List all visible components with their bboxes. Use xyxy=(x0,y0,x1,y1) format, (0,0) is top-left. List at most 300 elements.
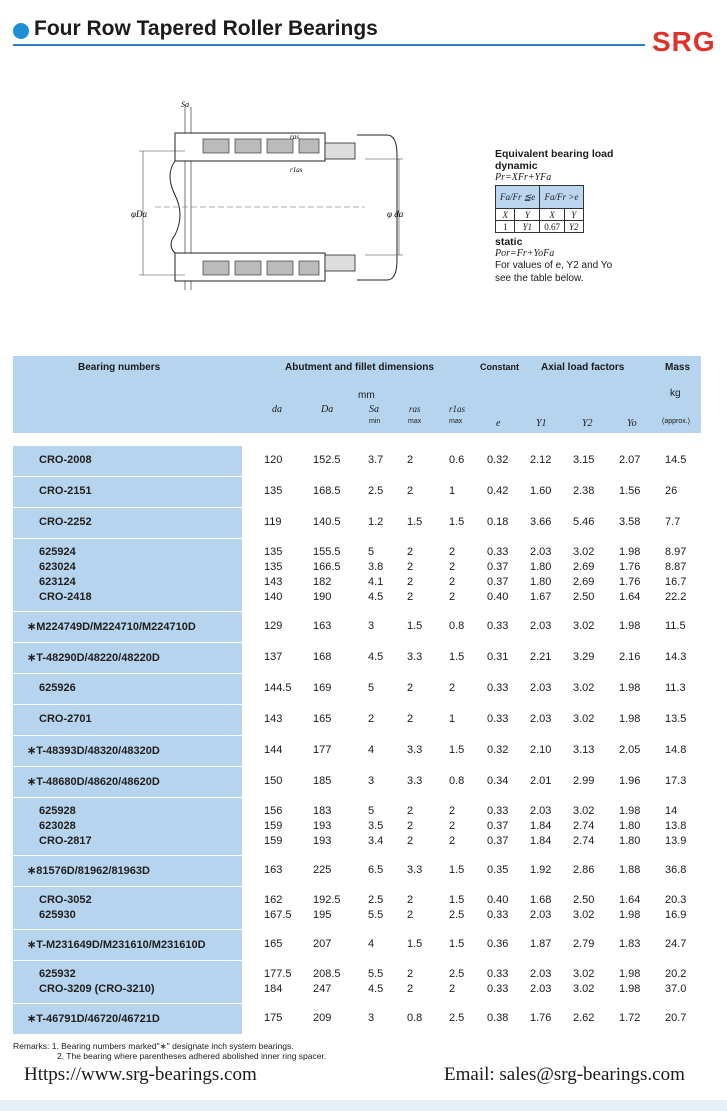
cell-e: 0.37 xyxy=(487,835,509,847)
table-body xyxy=(13,446,701,1035)
table-row xyxy=(13,743,701,758)
bearing-number: CRO-2418 xyxy=(39,591,92,603)
cell-r1: 1.5 xyxy=(449,651,465,663)
cell-m: 13.8 xyxy=(665,820,687,832)
cell-da: 143 xyxy=(264,576,283,588)
cell-Sa: 3.5 xyxy=(368,820,384,832)
cell-Da: 193 xyxy=(313,820,332,832)
eq-dynamic-label: dynamic xyxy=(495,160,538,172)
cell-Da: 247 xyxy=(313,983,332,995)
cell-e: 0.32 xyxy=(487,454,509,466)
cell-y2: 3.15 xyxy=(573,454,595,466)
bearing-number: ∗T-48680D/48620/48620D xyxy=(27,776,160,788)
cell-m: 14.8 xyxy=(665,744,687,756)
cell-m: 11.3 xyxy=(665,682,686,694)
cell-Sa: 4.1 xyxy=(368,576,384,588)
cell-yo: 1.98 xyxy=(619,968,641,980)
cell-ras: 2 xyxy=(407,909,414,921)
cell-r1: 1.5 xyxy=(449,864,465,876)
table-row xyxy=(13,893,701,908)
cell-Sa: 3 xyxy=(368,620,375,632)
cell-y1: 2.03 xyxy=(530,682,552,694)
cell-y2: 2.99 xyxy=(573,775,595,787)
cell-e: 0.32 xyxy=(487,744,509,756)
cell-y1: 2.10 xyxy=(530,744,552,756)
cell-Da: 152.5 xyxy=(313,454,341,466)
cell-m: 8.97 xyxy=(665,546,687,558)
bearing-number: ∗T-48290D/48220/48220D xyxy=(27,652,160,664)
cell-Sa: 2.5 xyxy=(368,894,384,906)
cell-m: 14.3 xyxy=(665,651,687,663)
eq-heading: Equivalent bearing load xyxy=(495,148,614,160)
cell-Sa: 4.5 xyxy=(368,983,384,995)
cell-ras: 2 xyxy=(407,968,414,980)
cell-e: 0.42 xyxy=(487,485,509,497)
cell-y1: 2.03 xyxy=(530,968,552,980)
cell-da: 140 xyxy=(264,591,283,603)
cell-y2: 2.86 xyxy=(573,864,595,876)
cell-e: 0.37 xyxy=(487,820,509,832)
cell-Da: 155.5 xyxy=(313,546,341,558)
cell-Da: 177 xyxy=(313,744,332,756)
cell-y2: 2.50 xyxy=(573,894,595,906)
table-row-group xyxy=(13,767,701,798)
col-mass: Mass xyxy=(665,362,691,373)
table-row xyxy=(13,590,701,605)
eq-note-2: see the table below. xyxy=(495,273,584,284)
cell-Da: 225 xyxy=(313,864,332,876)
col-Yo: Yo xyxy=(627,418,637,429)
cell-y1: 2.12 xyxy=(530,454,552,466)
cell-ras: 2 xyxy=(407,454,414,466)
table-row xyxy=(13,560,701,575)
cell-ras: 2 xyxy=(407,820,414,832)
col-constant: Constant xyxy=(480,362,519,372)
cell-yo: 1.80 xyxy=(619,820,641,832)
table-row xyxy=(13,453,701,468)
cell-Sa: 5 xyxy=(368,805,375,817)
cell-da: 159 xyxy=(264,835,283,847)
table-row-group xyxy=(13,887,701,930)
table-row-group xyxy=(13,798,701,856)
cell-Da: 182 xyxy=(313,576,332,588)
cell-e: 0.33 xyxy=(487,983,509,995)
cell-Sa: 6.5 xyxy=(368,864,384,876)
table-row xyxy=(13,774,701,789)
footer-website[interactable]: Https://www.srg-bearings.com xyxy=(24,1064,257,1085)
cell-yo: 1.98 xyxy=(619,546,641,558)
cell-yo: 1.72 xyxy=(619,1012,641,1024)
col-ras: ras xyxy=(409,404,421,414)
table-row xyxy=(13,863,701,878)
bearing-number: ∗T-46791D/46720/46721D xyxy=(27,1013,160,1025)
cell-ras: 3.3 xyxy=(407,864,423,876)
cell-ras: 1.5 xyxy=(407,938,423,950)
cell-ras: 2 xyxy=(407,485,414,497)
cell-y2: 2.62 xyxy=(573,1012,595,1024)
eq-note-1: For values of e, Y2 and Yo xyxy=(495,260,613,271)
cell-e: 0.18 xyxy=(487,516,509,528)
sub-approx: (approx.) xyxy=(662,418,691,425)
bearing-number: ∗M224749D/M224710/M224710D xyxy=(27,621,196,633)
cell-Da: 183 xyxy=(313,805,332,817)
cell-Da: 207 xyxy=(313,938,332,950)
cell-e: 0.33 xyxy=(487,546,509,558)
cell-m: 16.7 xyxy=(665,576,687,588)
cell-ras: 2 xyxy=(407,591,414,603)
cell-m: 20.2 xyxy=(665,968,687,980)
Da-label: φDa xyxy=(131,209,147,219)
cell-r1: 2 xyxy=(449,591,456,603)
cell-yo: 1.83 xyxy=(619,938,641,950)
cell-Da: 168.5 xyxy=(313,485,341,497)
table-row xyxy=(13,908,701,923)
cell-r1: 2 xyxy=(449,805,456,817)
cell-da: 135 xyxy=(264,485,283,497)
cell-m: 24.7 xyxy=(665,938,687,950)
bearing-number: 625928 xyxy=(39,805,76,817)
table-row xyxy=(13,619,701,634)
cell-m: 20.7 xyxy=(665,1012,687,1024)
cell-y2: 2.69 xyxy=(573,576,595,588)
table-row-group xyxy=(13,674,701,705)
cell-Da: 169 xyxy=(313,682,332,694)
eq-col: Y xyxy=(565,209,584,221)
cell-y1: 1.87 xyxy=(530,938,552,950)
cell-y1: 3.66 xyxy=(530,516,552,528)
cell-r1: 2 xyxy=(449,576,456,588)
table-row-group xyxy=(13,1004,701,1035)
title-underline xyxy=(13,44,645,46)
cell-y1: 1.80 xyxy=(530,576,552,588)
cell-e: 0.37 xyxy=(487,561,509,573)
table-row xyxy=(13,819,701,834)
cell-r1: 2.5 xyxy=(449,968,465,980)
cell-y2: 3.02 xyxy=(573,805,595,817)
cell-da: 135 xyxy=(264,561,283,573)
col-abutment: Abutment and fillet dimensions xyxy=(285,362,434,373)
eq-val: Y2 xyxy=(565,221,584,233)
cell-y2: 2.38 xyxy=(573,485,595,497)
eq-col: Y xyxy=(515,209,540,221)
sub-max: max xyxy=(449,418,463,425)
cell-m: 17.3 xyxy=(665,775,687,787)
cell-y2: 2.69 xyxy=(573,561,595,573)
cell-yo: 1.56 xyxy=(619,485,641,497)
cell-da: 167.5 xyxy=(264,909,292,921)
cell-e: 0.36 xyxy=(487,938,509,950)
table-row xyxy=(13,1011,701,1026)
eq-col: X xyxy=(540,209,565,221)
cell-y1: 2.21 xyxy=(530,651,552,663)
bearing-number: 625930 xyxy=(39,909,76,921)
cell-m: 26 xyxy=(665,485,678,497)
bearing-number: 623024 xyxy=(39,561,76,573)
cell-Sa: 5.5 xyxy=(368,968,384,980)
remarks xyxy=(13,1041,326,1061)
cell-e: 0.31 xyxy=(487,651,509,663)
footer-email[interactable]: Email: sales@srg-bearings.com xyxy=(444,1064,685,1085)
cell-y2: 3.02 xyxy=(573,682,595,694)
cell-y2: 3.02 xyxy=(573,546,595,558)
cell-da: 156 xyxy=(264,805,283,817)
cell-da: 143 xyxy=(264,713,283,725)
cell-y1: 1.76 xyxy=(530,1012,552,1024)
eq-factor-table xyxy=(495,185,584,233)
bearing-number: CRO-2701 xyxy=(39,713,92,725)
cell-y1: 2.01 xyxy=(530,775,552,787)
cell-ras: 2 xyxy=(407,835,414,847)
cell-da: 163 xyxy=(264,864,283,876)
cell-yo: 2.16 xyxy=(619,651,641,663)
bottom-bar xyxy=(0,1100,727,1111)
cell-Da: 166.5 xyxy=(313,561,341,573)
table-row xyxy=(13,681,701,696)
cell-y2: 2.74 xyxy=(573,820,595,832)
cell-r1: 1.5 xyxy=(449,744,465,756)
table-row-group xyxy=(13,705,701,736)
equivalent-load-panel xyxy=(495,148,625,285)
bearing-number: CRO-2817 xyxy=(39,835,92,847)
cell-e: 0.37 xyxy=(487,576,509,588)
cell-r1: 1.5 xyxy=(449,516,465,528)
cell-Da: 185 xyxy=(313,775,332,787)
eq-static-formula: Por=Fr+YoFa xyxy=(495,248,555,259)
cell-m: 22.2 xyxy=(665,591,687,603)
cell-da: 150 xyxy=(264,775,283,787)
cell-ras: 2 xyxy=(407,561,414,573)
cell-y1: 1.80 xyxy=(530,561,552,573)
cell-y2: 2.74 xyxy=(573,835,595,847)
cell-Sa: 5 xyxy=(368,682,375,694)
col-Y1: Y1 xyxy=(536,418,547,429)
cell-Sa: 5.5 xyxy=(368,909,384,921)
cell-e: 0.40 xyxy=(487,591,509,603)
col-e: e xyxy=(496,418,501,429)
cell-ras: 2 xyxy=(407,805,414,817)
cell-y2: 3.02 xyxy=(573,968,595,980)
cell-m: 8.87 xyxy=(665,561,687,573)
cell-y1: 1.60 xyxy=(530,485,552,497)
cell-e: 0.38 xyxy=(487,1012,509,1024)
cell-ras: 0.8 xyxy=(407,1012,423,1024)
eq-head-gt: Fa/Fr >e xyxy=(540,186,583,209)
cell-Sa: 2 xyxy=(368,713,375,725)
cell-e: 0.33 xyxy=(487,620,509,632)
bearing-number: CRO-2151 xyxy=(39,485,92,497)
cell-r1: 2 xyxy=(449,835,456,847)
bearing-diagram xyxy=(125,95,415,300)
cell-yo: 1.64 xyxy=(619,591,641,603)
cell-Da: 140.5 xyxy=(313,516,341,528)
cell-m: 7.7 xyxy=(665,516,681,528)
cell-e: 0.35 xyxy=(487,864,509,876)
bearing-number: CRO-3052 xyxy=(39,894,92,906)
cell-da: 165 xyxy=(264,938,283,950)
table-row-group xyxy=(13,477,701,508)
eq-val: 1 xyxy=(496,221,515,233)
table-row xyxy=(13,650,701,665)
cell-r1: 1.5 xyxy=(449,938,465,950)
cell-ras: 2 xyxy=(407,894,414,906)
cell-y2: 2.50 xyxy=(573,591,595,603)
cell-Sa: 3 xyxy=(368,1012,375,1024)
eq-head-le: Fa/Fr ≦e xyxy=(496,186,540,209)
table-row xyxy=(13,804,701,819)
cell-Da: 165 xyxy=(313,713,332,725)
table-row xyxy=(13,484,701,499)
cell-r1: 2.5 xyxy=(449,909,465,921)
eq-static-label: static xyxy=(495,236,523,248)
table-row-group xyxy=(13,736,701,767)
page-title: Four Row Tapered Roller Bearings xyxy=(34,17,378,40)
cell-Sa: 2.5 xyxy=(368,485,384,497)
da-label: φ da xyxy=(387,209,404,219)
bearing-number: 623124 xyxy=(39,576,76,588)
cell-Da: 190 xyxy=(313,591,332,603)
eq-col: X xyxy=(496,209,515,221)
col-bearing-numbers: Bearing numbers xyxy=(78,362,161,373)
cell-da: 162 xyxy=(264,894,283,906)
cell-yo: 1.98 xyxy=(619,983,641,995)
cell-y1: 2.03 xyxy=(530,546,552,558)
cell-da: 120 xyxy=(264,454,283,466)
eq-val: 0.67 xyxy=(540,221,565,233)
cell-e: 0.33 xyxy=(487,713,509,725)
cell-m: 13.9 xyxy=(665,835,687,847)
cell-yo: 1.76 xyxy=(619,561,641,573)
cell-y1: 1.84 xyxy=(530,820,552,832)
cell-Da: 208.5 xyxy=(313,968,341,980)
remark-1: Remarks: 1. Bearing numbers marked"∗" designate inch system bearings. xyxy=(13,1041,294,1051)
cell-r1: 2 xyxy=(449,561,456,573)
cell-Sa: 3.7 xyxy=(368,454,384,466)
cell-ras: 3.3 xyxy=(407,775,423,787)
cell-Sa: 1.2 xyxy=(368,516,384,528)
eq-dynamic-formula: Pr=XFr+YFa xyxy=(495,172,552,183)
eq-val: Y1 xyxy=(515,221,540,233)
cell-m: 14.5 xyxy=(665,454,687,466)
col-Y2: Y2 xyxy=(582,418,593,429)
cell-da: 144 xyxy=(264,744,283,756)
col-axial: Axial load factors xyxy=(541,362,625,373)
cell-y2: 5.46 xyxy=(573,516,595,528)
cell-y2: 3.13 xyxy=(573,744,595,756)
cell-r1: 2 xyxy=(449,546,456,558)
cell-Sa: 3.8 xyxy=(368,561,384,573)
cell-da: 175 xyxy=(264,1012,283,1024)
cell-ras: 2 xyxy=(407,576,414,588)
cell-Da: 163 xyxy=(313,620,332,632)
cell-ras: 2 xyxy=(407,983,414,995)
cell-Sa: 4 xyxy=(368,938,375,950)
col-Da: Da xyxy=(321,404,334,415)
cell-yo: 2.05 xyxy=(619,744,641,756)
cell-yo: 1.98 xyxy=(619,713,641,725)
cell-y2: 3.02 xyxy=(573,713,595,725)
cell-m: 36.8 xyxy=(665,864,687,876)
cell-r1: 2 xyxy=(449,682,456,694)
table-row xyxy=(13,545,701,560)
cell-yo: 1.64 xyxy=(619,894,641,906)
bearing-number: 625926 xyxy=(39,682,76,694)
bearing-number: ∗81576D/81962/81963D xyxy=(27,865,150,877)
bearing-number: CRO-2008 xyxy=(39,454,92,466)
col-Sa: Sa xyxy=(369,404,379,415)
cell-y1: 2.03 xyxy=(530,805,552,817)
cell-e: 0.33 xyxy=(487,968,509,980)
table-row xyxy=(13,967,701,982)
cell-m: 16.9 xyxy=(665,909,687,921)
cell-m: 20.3 xyxy=(665,894,687,906)
sa-label: Sa xyxy=(181,100,189,109)
cell-y1: 2.03 xyxy=(530,983,552,995)
cell-y1: 1.67 xyxy=(530,591,552,603)
cell-da: 177.5 xyxy=(264,968,292,980)
cell-yo: 1.76 xyxy=(619,576,641,588)
table-row xyxy=(13,937,701,952)
cell-ras: 3.3 xyxy=(407,651,423,663)
unit-kg: kg xyxy=(670,388,681,399)
cell-y2: 3.02 xyxy=(573,983,595,995)
cell-Da: 209 xyxy=(313,1012,332,1024)
cell-m: 13.5 xyxy=(665,713,687,725)
brand-logo: SRG xyxy=(652,26,716,57)
cell-yo: 1.96 xyxy=(619,775,641,787)
bearing-number: 625924 xyxy=(39,546,76,558)
cell-Sa: 4 xyxy=(368,744,375,756)
col-r1as: r1as xyxy=(449,404,466,414)
cell-ras: 1.5 xyxy=(407,620,423,632)
bearing-number: ∗T-48393D/48320/48320D xyxy=(27,745,160,757)
table-header xyxy=(13,356,701,433)
bearing-number: 625932 xyxy=(39,968,76,980)
bearing-number: CRO-2252 xyxy=(39,516,92,528)
cell-m: 11.5 xyxy=(665,620,686,632)
cell-r1: 1 xyxy=(449,713,456,725)
cell-r1: 0.8 xyxy=(449,620,465,632)
r1as-label: r1as xyxy=(290,166,303,174)
cell-da: 137 xyxy=(264,651,283,663)
cell-m: 14 xyxy=(665,805,678,817)
table-row-group xyxy=(13,930,701,961)
cell-yo: 1.98 xyxy=(619,909,641,921)
table-row-group xyxy=(13,961,701,1004)
cell-da: 159 xyxy=(264,820,283,832)
cell-e: 0.33 xyxy=(487,805,509,817)
cell-y2: 3.02 xyxy=(573,909,595,921)
cell-ras: 1.5 xyxy=(407,516,423,528)
table-row-group xyxy=(13,508,701,539)
cell-yo: 1.88 xyxy=(619,864,641,876)
cell-Da: 192.5 xyxy=(313,894,341,906)
sub-max: max xyxy=(408,418,422,425)
cell-e: 0.34 xyxy=(487,775,509,787)
cell-da: 129 xyxy=(264,620,283,632)
table-row-group xyxy=(13,539,701,612)
cell-Sa: 5 xyxy=(368,546,375,558)
cell-r1: 1 xyxy=(449,485,456,497)
cell-Sa: 4.5 xyxy=(368,651,384,663)
cell-r1: 2 xyxy=(449,983,456,995)
cell-Sa: 4.5 xyxy=(368,591,384,603)
cell-y1: 2.03 xyxy=(530,620,552,632)
cell-ras: 2 xyxy=(407,713,414,725)
cell-ras: 2 xyxy=(407,682,414,694)
cell-Sa: 3.4 xyxy=(368,835,384,847)
table-row xyxy=(13,515,701,530)
cell-y1: 2.03 xyxy=(530,713,552,725)
